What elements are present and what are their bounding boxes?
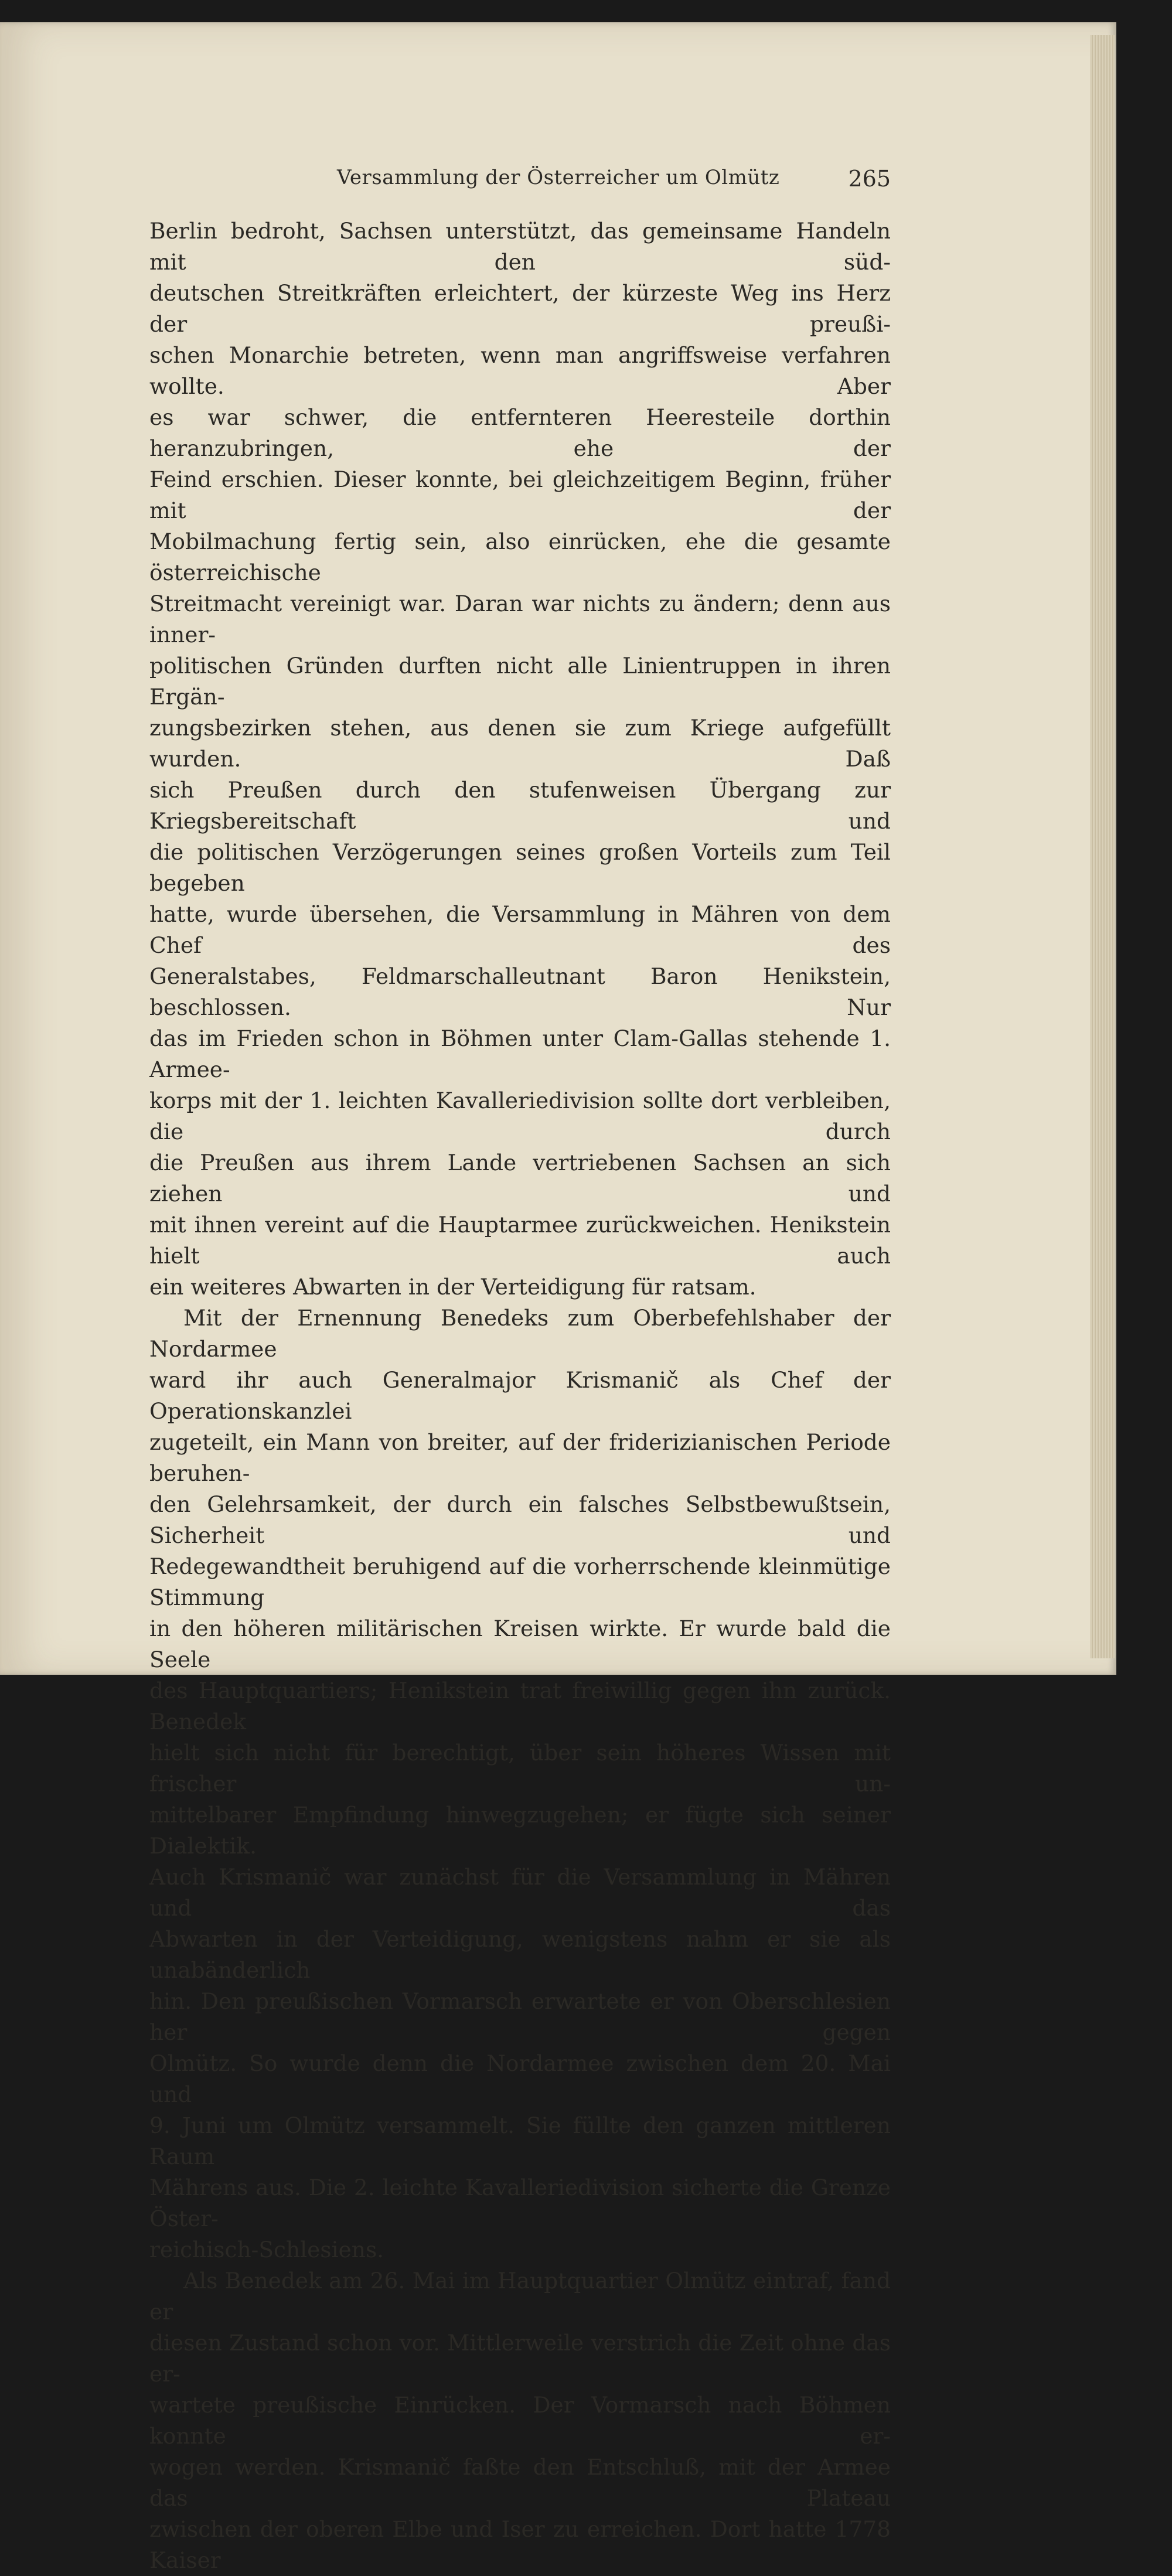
text-line: die politischen Verzögerungen seines großen Vorteils zum Teil begeben (149, 839, 891, 896)
text-line: politischen Gründen durften nicht alle Linientruppen in ihren Ergän- (149, 653, 891, 710)
text-line: Streitmacht vereinigt war. Daran war nichts zu ändern; denn aus inner- (149, 591, 891, 648)
text-line: Mobilmachung fertig sein, also einrücken, ehe die gesamte österreichische (149, 529, 891, 585)
text-line: hatte, wurde übersehen, die Versammlung in Mähren von dem Chef des (149, 901, 891, 958)
text-line: Redegewandtheit beruhigend auf die vorherrschende kleinmütige Stimmung (149, 1553, 891, 1610)
text-line: ward ihr auch Generalmajor Krismanič als Chef der Operationskanzlei (149, 1367, 891, 1424)
page-number: 265 (848, 166, 891, 192)
text-line: zwischen der oberen Elbe und Iser zu erreichen. Dort hatte 1778 Kaiser (149, 2516, 891, 2573)
text-line: korps mit der 1. leichten Kavalleriedivision sollte dort verbleiben, die durch (149, 1088, 891, 1144)
text-line: hin. Den preußischen Vormarsch erwartete er von Oberschlesien her gegen (149, 1988, 891, 2045)
text-line: Olmütz. So wurde denn die Nordarmee zwischen dem 20. Mai und (149, 2050, 891, 2107)
page-header (149, 166, 891, 201)
text-line: diesen Zustand schon vor. Mittlerweile verstrich die Zeit ohne das er- (149, 2330, 891, 2387)
text-line: mit ihnen vereint auf die Hauptarmee zurückweichen. Henikstein hielt auch (149, 1212, 891, 1269)
text-line: Mit der Ernennung Benedeks zum Oberbefehlshaber der Nordarmee (149, 1305, 891, 1362)
body-text (149, 216, 891, 2576)
text-line: des Hauptquartiers; Henikstein trat freiwillig gegen ihn zurück. Benedek (149, 1678, 891, 1735)
text-line: Mährens aus. Die 2. leichte Kavalleriedivision sicherte die Grenze Öster- (149, 2175, 891, 2231)
text-line: wogen werden. Krismanič faßte den Entschluß, mit der Armee das Plateau (149, 2454, 891, 2511)
text-line: in den höheren militärischen Kreisen wirkte. Er wurde bald die Seele (149, 1616, 891, 1672)
running-head: Versammlung der Österreicher um Olmütz (337, 166, 780, 189)
text-line: das im Frieden schon in Böhmen unter Clam-Gallas stehende 1. Armee- (149, 1025, 891, 1082)
text-line: mittelbarer Empfindung hinwegzugehen; er fügte sich seiner Dialektik. (149, 1802, 891, 1859)
text-line: zugeteilt, ein Mann von breiter, auf der friderizianischen Periode beruhen- (149, 1429, 891, 1486)
text-line: reichisch-Schlesiens. (149, 2237, 384, 2262)
text-line: Berlin bedroht, Sachsen unterstützt, das gemeinsame Handeln mit den süd- (149, 218, 891, 275)
text-line: Feind erschien. Dieser konnte, bei gleichzeitigem Beginn, früher mit der (149, 466, 891, 523)
text-line: Auch Krismanič war zunächst für die Versammlung in Mähren und das (149, 1864, 891, 1921)
text-line: den Gelehrsamkeit, der durch ein falsches Selbstbewußtsein, Sicherheit und (149, 1491, 891, 1548)
text-line: schen Monarchie betreten, wenn man angriffsweise verfahren wollte. Aber (149, 342, 891, 399)
text-line: Generalstabes, Feldmarschalleutnant Baron Henikstein, beschlossen. Nur (149, 963, 891, 1020)
text-line: hielt sich nicht für berechtigt, über sein höheres Wissen mit frischer un- (149, 1740, 891, 1797)
text-line: sich Preußen durch den stufenweisen Übergang zur Kriegsbereitschaft und (149, 777, 891, 834)
text-line: deutschen Streitkräften erleichtert, der kürzeste Weg ins Herz der preußi- (149, 280, 891, 337)
text-line: zungsbezirken stehen, aus denen sie zum Kriege aufgefüllt wurden. Daß (149, 715, 891, 772)
text-line: 9. Juni um Olmütz versammelt. Sie füllte den ganzen mittleren Raum (149, 2112, 891, 2169)
page-edges (1090, 35, 1115, 1658)
text-line: wartete preußische Einrücken. Der Vormarsch nach Böhmen konnte er- (149, 2392, 891, 2449)
text-line: es war schwer, die entfernteren Heeresteile dorthin heranzubringen, ehe der (149, 404, 891, 461)
text-line: die Preußen aus ihrem Lande vertriebenen Sachsen an sich ziehen und (149, 1150, 891, 1207)
text-line: ein weiteres Abwarten in der Verteidigung für ratsam. (149, 1274, 757, 1300)
text-line: Abwarten in der Verteidigung, wenigstens nahm er sie als unabänderlich (149, 1926, 891, 1983)
text-line: Als Benedek am 26. Mai im Hauptquartier Olmütz eintraf, fand er (149, 2268, 891, 2325)
